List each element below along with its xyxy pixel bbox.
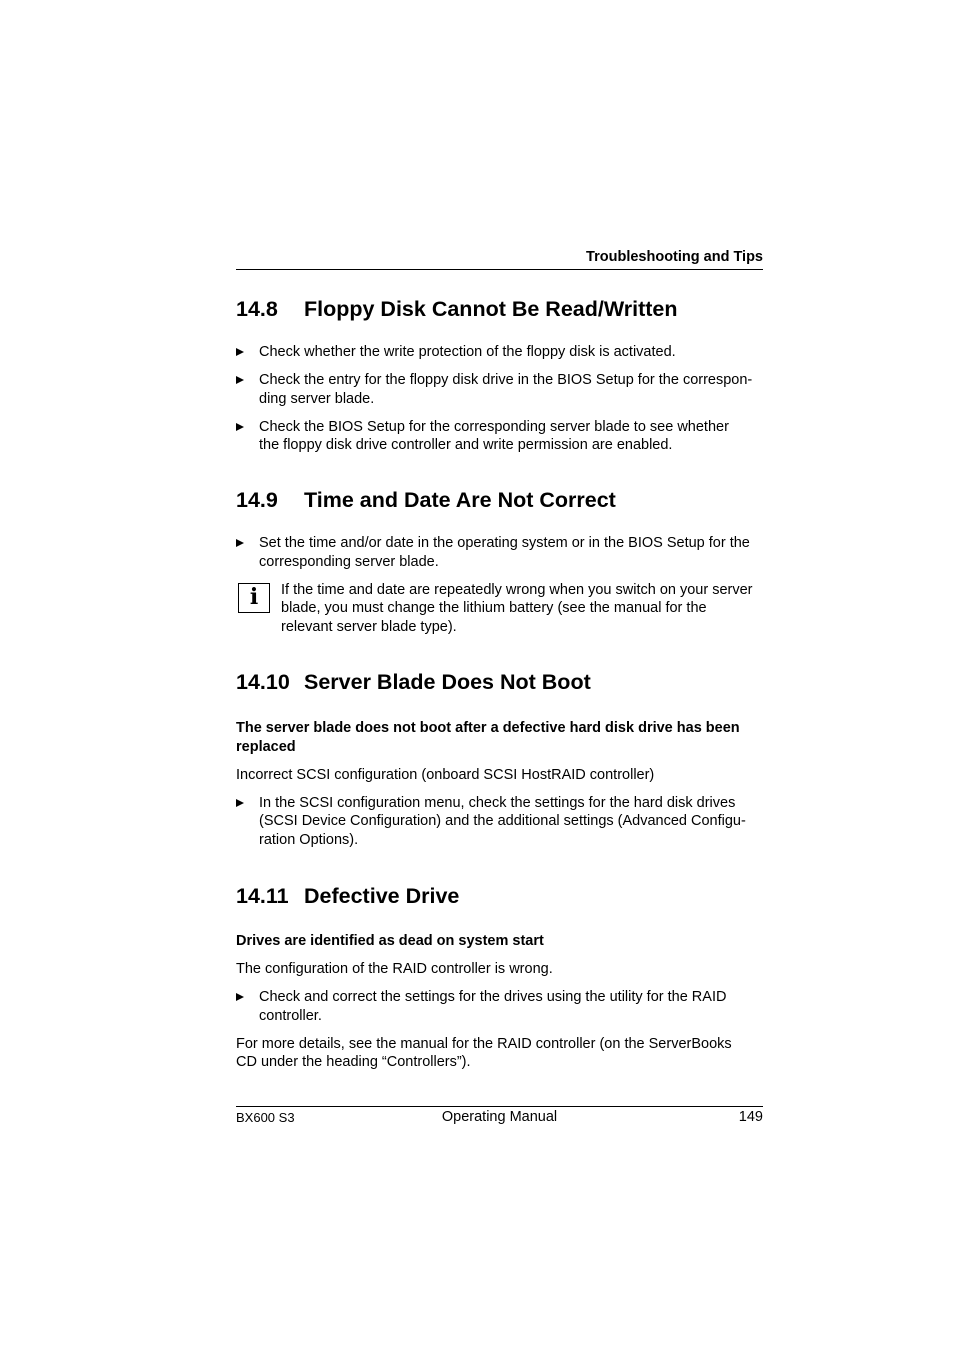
bullet-arrow-icon — [236, 993, 244, 1001]
section-14-8 — [236, 296, 763, 455]
running-header: Troubleshooting and Tips — [586, 249, 763, 265]
bullet-arrow-icon — [236, 376, 244, 384]
section-14-11 — [236, 883, 763, 1072]
footer-manual-title: Operating Manual — [441, 1109, 558, 1125]
body-text: The configuration of the RAID controller is wrong. — [236, 961, 553, 977]
body-text: For more details, see the manual for the RAID controller (on the ServerBooks CD under the heading “Controllers”). — [236, 1035, 732, 1070]
section-14-9 — [236, 487, 763, 636]
header-rule — [236, 269, 763, 270]
bullet-arrow-icon — [236, 423, 244, 431]
footer-product: BX600 S3 — [236, 1110, 295, 1125]
subheading: Drives are identified as dead on system start — [236, 933, 544, 949]
bullet-item: In the SCSI configuration menu, check the settings for the hard disk drives (SCSI Device Configuration) and the additional settings (Advanced Configu- ration Options). — [236, 794, 763, 850]
bullet-arrow-icon — [236, 539, 244, 547]
section-heading: 14.9 Time and Date Are Not Correct — [236, 488, 616, 512]
info-note: i If the time and date are repeatedly wrong when you switch on your server blade, you must change the lithium battery (see the manual for the relevant server blade type). — [236, 581, 763, 637]
page-number: 149 — [738, 1109, 763, 1125]
bullet-item: Set the time and/or date in the operating system or in the BIOS Setup for the corresponding server blade. — [236, 534, 763, 571]
section-heading: 14.10 Server Blade Does Not Boot — [236, 670, 591, 694]
bullet-arrow-icon — [236, 799, 244, 807]
section-heading: 14.8 Floppy Disk Cannot Be Read/Written — [236, 297, 678, 321]
bullet-item: Check and correct the settings for the drives using the utility for the RAID controller. — [236, 988, 763, 1025]
bullet-item: Check whether the write protection of the floppy disk is activated. — [236, 343, 763, 362]
bullet-item: Check the BIOS Setup for the corresponding server blade to see whether the floppy disk drive controller and write permission are enabled. — [236, 418, 763, 455]
body-text: Incorrect SCSI configuration (onboard SCSI HostRAID controller) — [236, 766, 655, 783]
bullet-arrow-icon — [236, 348, 244, 356]
section-heading: 14.11 Defective Drive — [236, 884, 460, 908]
info-icon: i — [238, 583, 270, 613]
section-14-10 — [236, 669, 763, 849]
bullet-item: Check the entry for the floppy disk drive in the BIOS Setup for the correspon- ding server blade. — [236, 371, 763, 408]
footer-rule — [236, 1106, 763, 1107]
subheading: The server blade does not boot after a defective hard disk drive has been replaced — [236, 720, 740, 755]
